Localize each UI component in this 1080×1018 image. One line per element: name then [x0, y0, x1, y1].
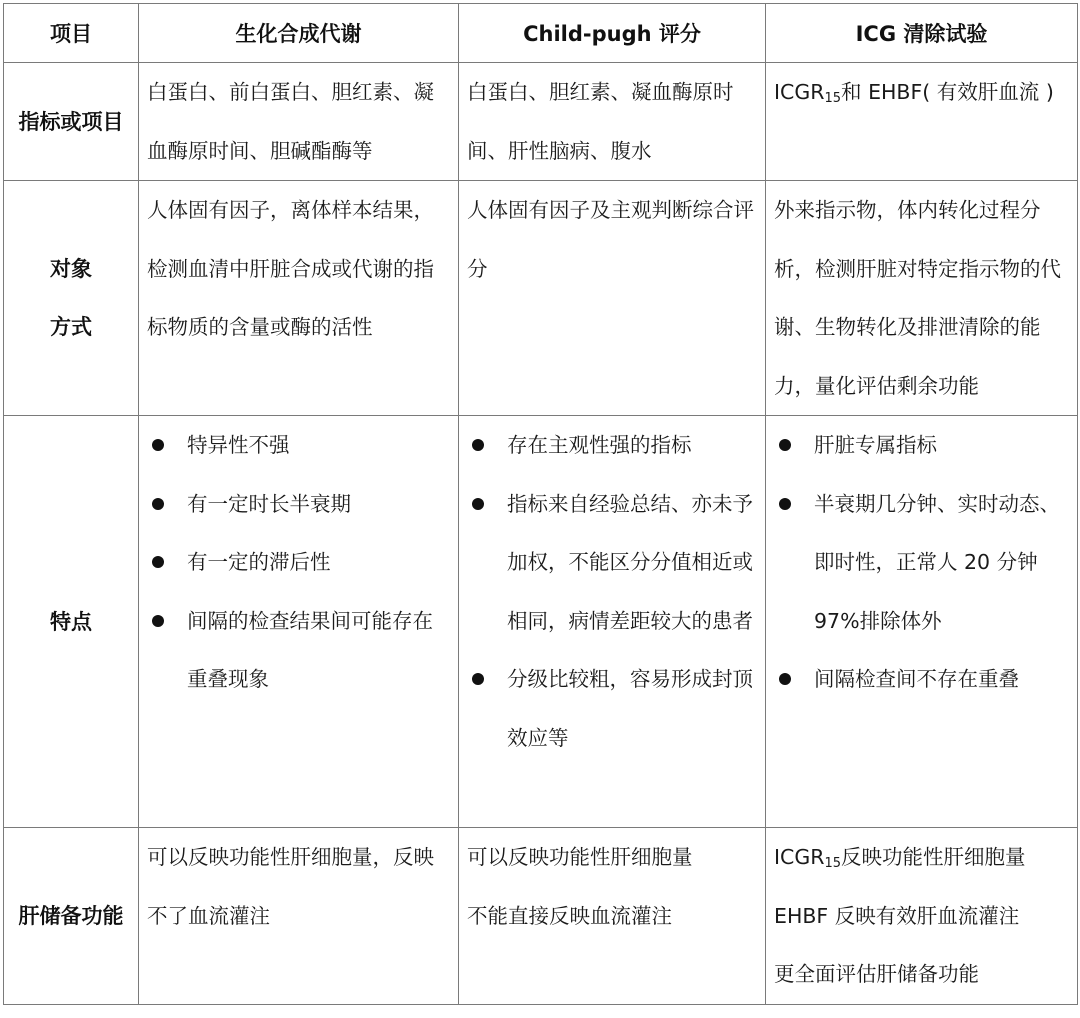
list-item: 有一定时长半衰期 [147, 475, 450, 534]
icg-subscript: 15 [824, 856, 842, 871]
header-biochem: 生化合成代谢 [139, 4, 459, 63]
icg-prefix: ICGR [774, 80, 825, 104]
bullet-icon [152, 498, 164, 510]
cell-line [774, 828, 1069, 887]
list-item: 特异性不强 [147, 416, 450, 475]
cell-biochem [139, 416, 459, 828]
list-item: 半衰期几分钟、实时动态、即时性，正常人 20 分钟 97%排除体外 [774, 475, 1069, 651]
cell-childpugh [459, 416, 766, 828]
cell-biochem [139, 828, 459, 1005]
row-label-text: 对象 [50, 257, 92, 281]
cell-childpugh [459, 63, 766, 181]
row-label [4, 63, 139, 181]
bullet-icon [472, 498, 484, 510]
table-row [4, 416, 1078, 828]
bullet-icon [472, 673, 484, 685]
header-childpugh: Child-pugh 评分 [459, 4, 766, 63]
row-label-text: 指标或项目 [18, 109, 124, 134]
cell-childpugh [459, 828, 766, 1005]
cell-icg [766, 181, 1078, 416]
cell-icg [766, 828, 1078, 1005]
bullet-icon [472, 439, 484, 451]
cell-text: 白蛋白、胆红素、凝血酶原时间、肝性脑病、腹水 [467, 80, 734, 163]
icg-rest: 反映功能性肝细胞量 [841, 845, 1026, 869]
list-item: 肝脏专属指标 [774, 416, 1069, 475]
cell-text: 人体固有因子及主观判断综合评分 [467, 198, 754, 281]
comparison-table [3, 3, 1078, 1005]
icg-prefix: ICGR [774, 845, 825, 869]
bullet-icon [152, 615, 164, 627]
icg-rest: 和 EHBF( 有效肝血流 ) [841, 80, 1054, 104]
cell-text: 白蛋白、前白蛋白、胆红素、凝血酶原时间、胆碱酯酶等 [147, 80, 434, 163]
cell-text: 可以反映功能性肝细胞量，反映不了血流灌注 [147, 845, 434, 928]
list-item: 间隔检查间不存在重叠 [774, 650, 1069, 709]
table-row [4, 828, 1078, 1005]
cell-childpugh [459, 181, 766, 416]
cell-icg [766, 63, 1078, 181]
bullet-icon [779, 498, 791, 510]
header-item: 项目 [4, 4, 139, 63]
cell-biochem [139, 63, 459, 181]
list-item: 分级比较粗，容易形成封顶效应等 [467, 650, 757, 767]
table-row [4, 181, 1078, 416]
cell-line: EHBF 反映有效肝血流灌注 [774, 903, 1020, 928]
cell-line: 可以反映功能性肝细胞量 [467, 845, 693, 869]
bullet-icon [779, 673, 791, 685]
row-label-text: 肝储备功能 [18, 903, 124, 928]
row-label-text: 特点 [50, 609, 92, 634]
cell-icg [766, 416, 1078, 828]
list-item: 存在主观性强的指标 [467, 416, 757, 475]
list-item: 间隔的检查结果间可能存在重叠现象 [147, 592, 450, 709]
bullet-list [774, 416, 1069, 709]
icg-subscript: 15 [824, 91, 842, 106]
header-icg: ICG 清除试验 [766, 4, 1078, 63]
table-row [4, 63, 1078, 181]
bullet-icon [779, 439, 791, 451]
cell-text: 人体固有因子，离体样本结果，检测血清中肝脏合成或代谢的指标物质的含量或酶的活性 [147, 198, 434, 339]
row-label [4, 181, 139, 416]
cell-line: 更全面评估肝储备功能 [774, 962, 979, 986]
list-item: 有一定的滞后性 [147, 533, 450, 592]
header-row [4, 4, 1078, 63]
bullet-icon [152, 439, 164, 451]
row-label-text: 方式 [50, 315, 92, 339]
bullet-list [147, 416, 450, 709]
cell-line: 不能直接反映血流灌注 [467, 903, 672, 928]
list-item: 指标来自经验总结、亦未予加权，不能区分分值相近或相同，病情差距较大的患者 [467, 475, 757, 651]
cell-biochem [139, 181, 459, 416]
row-label [4, 828, 139, 1005]
cell-text: 外来指示物，体内转化过程分析，检测肝脏对特定指示物的代谢、生物转化及排泄清除的能力，量化评估剩余功能 [774, 198, 1061, 398]
bullet-list [467, 416, 757, 767]
row-label [4, 416, 139, 828]
bullet-icon [152, 556, 164, 568]
